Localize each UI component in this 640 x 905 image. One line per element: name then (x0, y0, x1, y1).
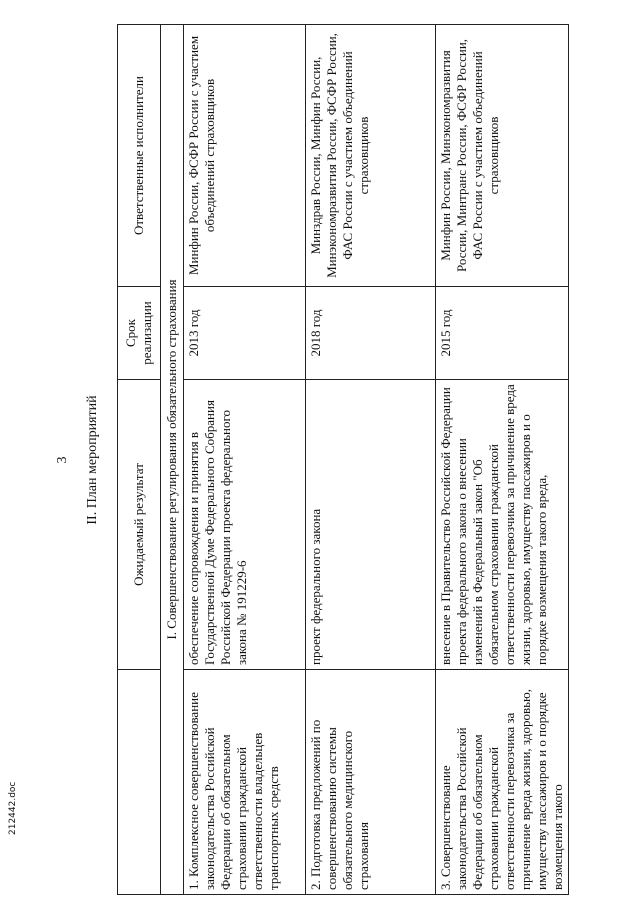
table-header-row (118, 25, 161, 895)
section-header-row (161, 25, 184, 895)
table-row (184, 25, 306, 895)
executors-cell: Минфин России, ФСФР России с участием объединений страховщиков (184, 25, 306, 287)
activity-cell: 2. Подготовка предложений по совершенствованию системы обязательного медицинского страхования (306, 670, 436, 895)
section-title: II. План мероприятий (85, 395, 100, 525)
executors-cell: Минздрав России, Минфин России, Минэкономразвития России, ФСФР России, ФАС России с участием объединений страховщиков (306, 25, 436, 287)
section-header: I. Совершенствование регулирования обязательного страхования (161, 25, 184, 895)
result-cell: проект федерального закона (306, 380, 436, 670)
header-executors: Ответственные исполнители (118, 25, 161, 287)
deadline-cell: 2018 год (306, 287, 436, 380)
executors-cell: Минфин России, Минэкономразвития России, Минтранс России, ФСФР России, ФАС России с участием объединений страховщиков (436, 25, 569, 287)
deadline-cell: 2013 год (184, 287, 306, 380)
deadline-cell: 2015 год (436, 287, 569, 380)
result-cell: внесение в Правительство Российской Федерации проекта федерального закона о внесении изменений в Федеральный закон "Об обязательном страховании гражданской ответственности перевозчика за причинение вреда жизни, здоровью, имуществу пассажиров и о порядке возмещения такого вреда, (436, 380, 569, 670)
result-cell: обеспечение сопровождения и принятия в Государственной Думе Федерального Собрания Российской Федерации проекта федерального закона № 191229-6 (184, 380, 306, 670)
table-row (436, 25, 569, 895)
rotated-page-content (55, 25, 565, 895)
header-deadline: Срок реализации (118, 287, 161, 380)
activity-cell: 3. Совершенствование законодательства Российской Федерации об обязательном страховании гражданской ответственности перевозчика за причинение вреда жизни, здоровью, имуществу пассажиров и о порядке возмещения такого (436, 670, 569, 895)
header-expected-result: Ожидаемый результат (118, 380, 161, 670)
page-number: 3 (55, 456, 70, 464)
table-row (306, 25, 436, 895)
activity-cell: 1. Комплексное совершенствование законодательства Российской Федерации об обязательном страховании гражданской ответственности владельцев транспортных средств (184, 670, 306, 895)
document-code: 212442.doc (8, 781, 18, 835)
action-plan-table (117, 24, 569, 895)
header-activity (118, 670, 161, 895)
